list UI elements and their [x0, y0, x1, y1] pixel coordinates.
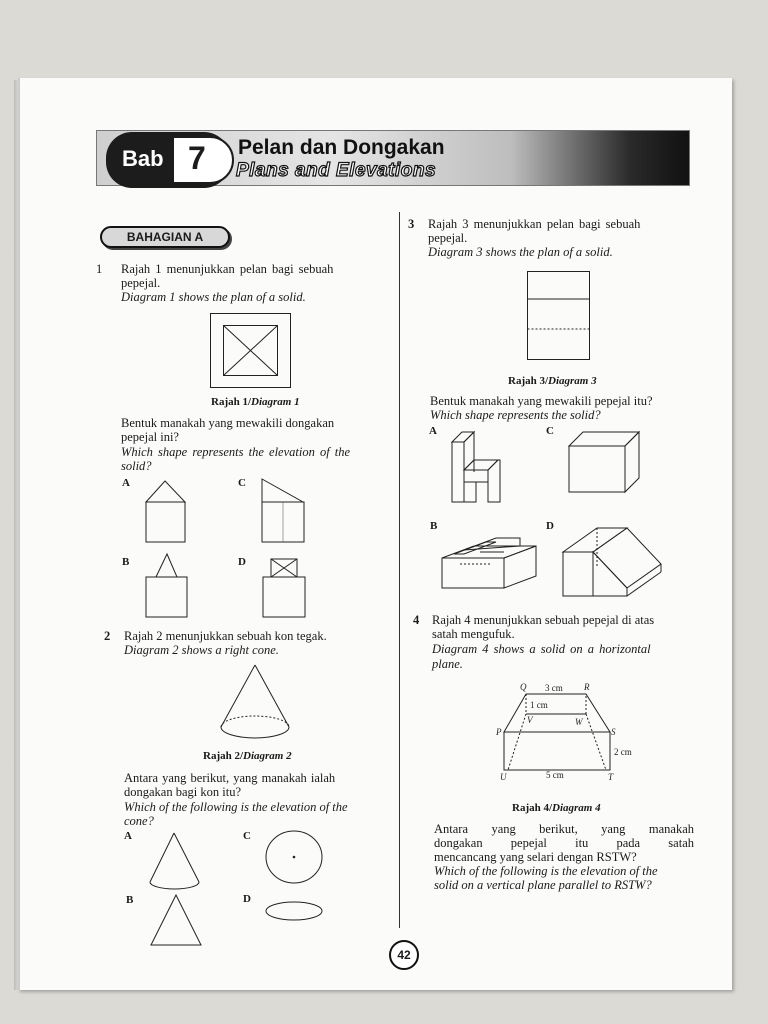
q1-option-a-label: A [122, 477, 130, 489]
q4-number: 4 [413, 613, 420, 627]
q1-option-d-shape[interactable] [262, 558, 306, 620]
q2-option-c-shape[interactable] [264, 830, 324, 886]
label-inner: 1 cm [530, 700, 548, 710]
q2-ask-ms-2: dongakan bagi kon itu? [124, 785, 241, 799]
q3-ask-ms: Bentuk manakah yang mewakili pepejal itu? [430, 394, 653, 408]
label-top: 3 cm [545, 683, 563, 693]
q1-option-c-label: C [238, 477, 246, 489]
q1-ask-en-2: solid? [121, 459, 152, 473]
q1-ask-ms-1: Bentuk manakah yang mewakili dongakan [121, 416, 335, 430]
diagram-1-caption-ms: Rajah 1/ [211, 396, 252, 408]
q3-option-b-shape[interactable] [440, 530, 540, 592]
diagram-3-caption-en: Diagram 3 [548, 375, 597, 387]
q3-option-a-label: A [429, 425, 437, 437]
diagram-1-caption [211, 395, 300, 410]
q3-text-ms-2: pepejal. [428, 231, 468, 245]
q3-text-en: Diagram 3 shows the plan of a solid. [428, 245, 613, 259]
q1-option-b-label: B [122, 556, 130, 568]
q4-ask-ms-2: dongakan pepejal itu pada satah [434, 836, 694, 850]
q2-option-d-label: D [243, 893, 251, 905]
q3-number: 3 [408, 217, 415, 231]
q3-text-ms-1: Rajah 3 menunjukkan pelan bagi sebuah [428, 217, 641, 231]
diagram-1-plan [210, 313, 292, 389]
bab-label: Bab [122, 146, 164, 171]
chapter-title-en: Plans and Elevations [236, 160, 437, 181]
chapter-number: 7 [188, 140, 206, 176]
q1-option-a-shape[interactable] [145, 480, 187, 544]
q4-ask-ms-1: Antara yang berikut, yang manakah [434, 822, 694, 836]
label-R: R [584, 682, 590, 692]
q1-number: 1 [96, 262, 103, 276]
q4-ask-en-2: solid on a vertical plane parallel to RSTW? [434, 878, 652, 892]
q4-text-ms-1: Rajah 4 menunjukkan sebuah pepejal di atas [432, 613, 655, 627]
diagram-2-caption-en: Diagram 2 [243, 750, 292, 762]
q4-ask-ms-3: mencancang yang selari dengan RSTW? [434, 850, 637, 864]
q3-option-d-shape[interactable] [561, 526, 665, 598]
page-number: 42 [389, 940, 419, 970]
chapter-title-ms: Pelan dan Dongakan [238, 136, 445, 159]
q2-number: 2 [104, 629, 111, 643]
diagram-2-caption-ms: Rajah 2/ [203, 750, 244, 762]
label-W: W [575, 717, 583, 727]
q3-option-a-shape[interactable] [450, 430, 506, 504]
q3-option-c-label: C [546, 425, 554, 437]
q2-ask-en-2: cone? [124, 814, 154, 828]
q2-option-a-label: A [124, 830, 132, 842]
q1-ask-en-1: Which shape represents the elevation of the [121, 445, 351, 459]
diagram-4-caption-en: Diagram 4 [552, 802, 601, 814]
diagram-3-caption [508, 374, 597, 389]
q1-text-ms-1: Rajah 1 menunjukkan pelan bagi sebuah [121, 262, 334, 276]
q1-option-b-shape[interactable] [145, 553, 189, 619]
diagram-3-plan [527, 271, 591, 363]
q1-option-d-label: D [238, 556, 246, 568]
diagram-4-solid [490, 680, 640, 790]
q3-option-d-label: D [546, 520, 554, 532]
q3-option-b-label: B [430, 520, 438, 532]
q4-text-ms-2: satah mengufuk. [432, 627, 515, 641]
q1-text-en: Diagram 1 shows the plan of a solid. [121, 290, 306, 304]
column-divider [399, 212, 400, 928]
diagram-4-caption [512, 801, 601, 816]
q2-text-en: Diagram 2 shows a right cone. [124, 643, 279, 657]
label-V: V [527, 715, 533, 725]
q4-ask-en-1: Which of the following is the elevation of the [434, 864, 658, 878]
label-Q: Q [520, 682, 527, 692]
label-P: P [496, 727, 502, 737]
diagram-4-caption-ms: Rajah 4/ [512, 802, 553, 814]
label-height: 2 cm [614, 747, 632, 757]
section-label: BAHAGIAN A [100, 226, 230, 248]
label-T: T [608, 772, 614, 782]
q2-text-ms: Rajah 2 menunjukkan sebuah kon tegak. [124, 629, 327, 643]
q2-ask-en-1: Which of the following is the elevation of the [124, 800, 348, 814]
q2-option-c-label: C [243, 830, 251, 842]
q2-option-d-shape[interactable] [265, 901, 325, 923]
chapter-banner [96, 124, 690, 190]
q2-option-b-label: B [126, 894, 134, 906]
diagram-3-caption-ms: Rajah 3/ [508, 375, 549, 387]
q1-option-c-shape[interactable] [261, 478, 307, 544]
q3-option-c-shape[interactable] [567, 430, 641, 494]
diagram-2-caption [203, 749, 292, 764]
q2-ask-ms-1: Antara yang berikut, yang manakah ialah [124, 771, 336, 785]
label-base: 5 cm [546, 770, 564, 780]
q3-ask-en: Which shape represents the solid? [430, 408, 601, 422]
diagram-2-cone [219, 664, 293, 744]
label-S: S [611, 727, 616, 737]
q2-option-b-shape[interactable] [150, 894, 204, 948]
q4-text-en-1: Diagram 4 shows a solid on a horizontal [432, 642, 651, 656]
q4-text-en-2: plane. [432, 657, 463, 671]
diagram-1-caption-en: Diagram 1 [251, 396, 300, 408]
q1-ask-ms-2: pepejal ini? [121, 430, 179, 444]
q1-text-ms-2: pepejal. [121, 276, 161, 290]
q2-option-a-shape[interactable] [148, 832, 202, 892]
label-U: U [500, 772, 507, 782]
